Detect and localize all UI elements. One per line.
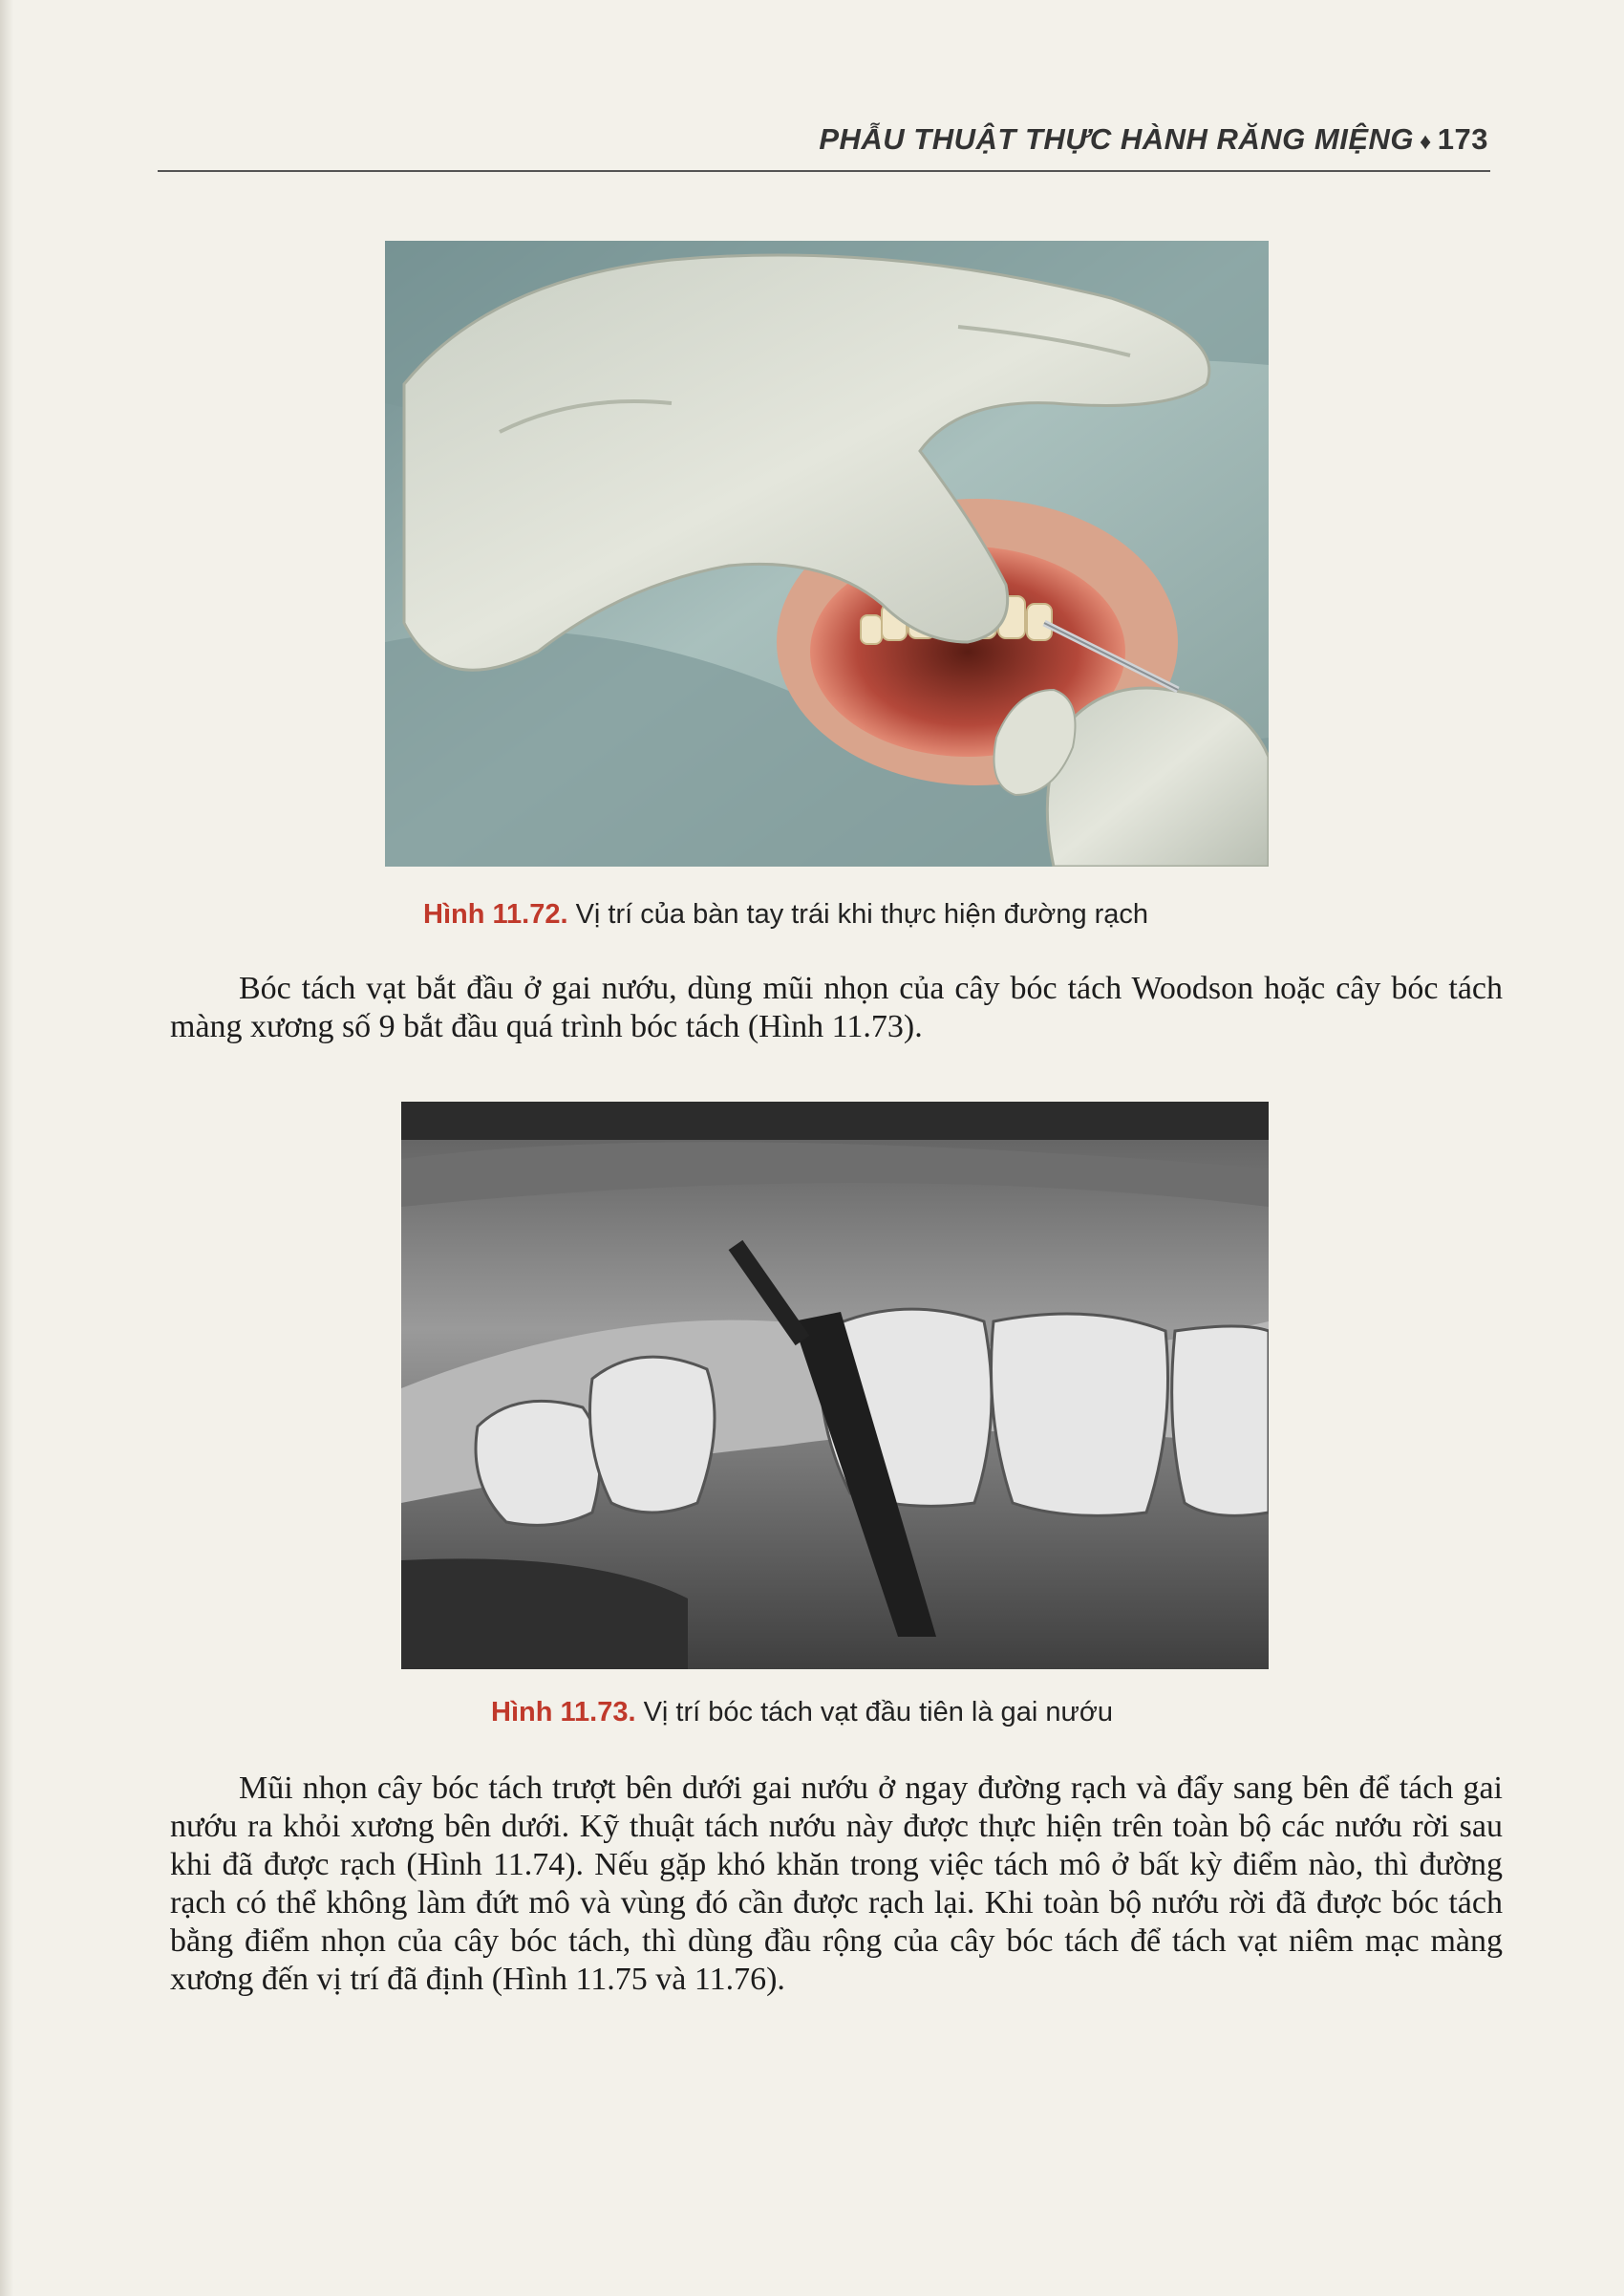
page-number: 173: [1437, 122, 1488, 156]
paragraph-text: Mũi nhọn cây bóc tách trượt bên dưới gai nướu ở ngay đường rạch và đẩy sang bên để tách gai nướu ra khỏi xương bên dưới. Kỹ thuật tách nướu này được thực hiện trên toàn bộ các nướu rời sau khi đã được rạch (Hình 11.74). Nếu gặp khó khăn trong việc tách mô ở bất kỳ điểm nào, thì đường rạch có thể không làm đứt mô và vùng đó cần được rạch lại. Khi toàn bộ nướu rời đã được bóc tách bằng điểm nhọn của cây bóc tách, thì dùng đầu rộng của cây bóc tách để tách vạt niêm mạc màng xương đến vị trí đã định (Hình 11.75 và 11.76).: [170, 1770, 1503, 1997]
figure-caption-text: Vị trí của bàn tay trái khi thực hiện đường rạch: [575, 899, 1149, 930]
diamond-separator-icon: ♦: [1420, 129, 1432, 155]
paragraph-text: Bóc tách vạt bắt đầu ở gai nướu, dùng mũi nhọn của cây bóc tách Woodson hoặc cây bóc tách màng xương số 9 bắt đầu quá trình bóc tách (Hình 11.73).: [170, 971, 1503, 1044]
figure-11-72-photo: [385, 241, 1269, 867]
book-title: PHẪU THUẬT THỰC HÀNH RĂNG MIỆNG: [819, 122, 1415, 156]
page-header: [158, 122, 1490, 172]
gingival-flap-bw-image: [401, 1102, 1269, 1669]
running-head: [158, 122, 1490, 157]
figure-11-73-photo: [401, 1102, 1269, 1669]
figure-caption-text: Vị trí bóc tách vạt đầu tiên là gai nướu: [643, 1697, 1114, 1727]
header-rule: [158, 170, 1490, 172]
figure-11-73-caption: [491, 1697, 1113, 1728]
paragraph-2: [170, 1770, 1503, 1999]
gloved-hand-surgery-image: [385, 241, 1269, 867]
scan-edge: [0, 0, 13, 2296]
figure-label: Hình 11.72.: [423, 899, 568, 930]
paragraph-1: [170, 970, 1503, 1046]
figure-label: Hình 11.73.: [491, 1697, 636, 1727]
figure-11-72-caption: [423, 899, 1148, 931]
